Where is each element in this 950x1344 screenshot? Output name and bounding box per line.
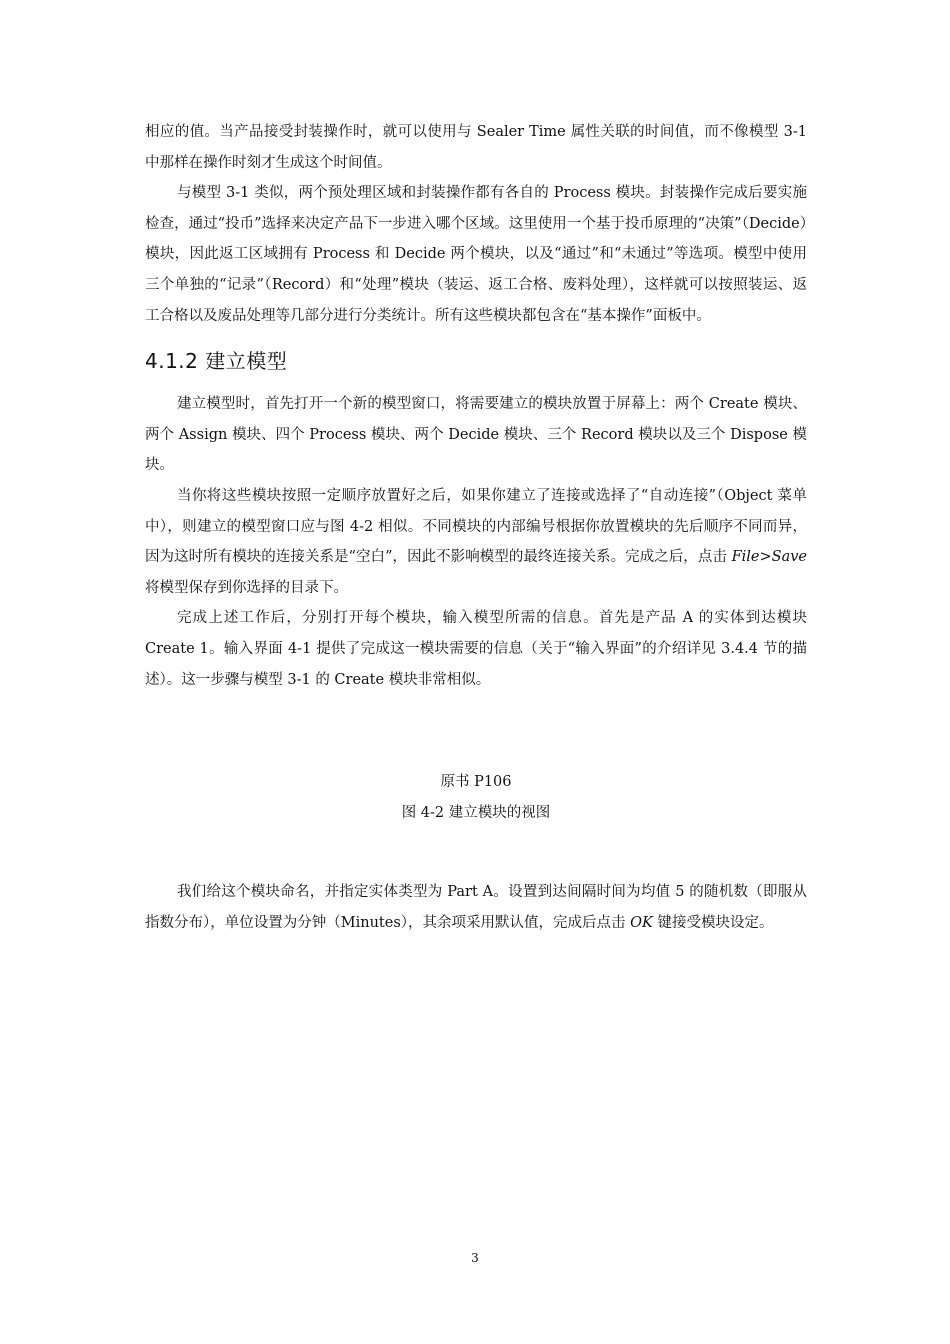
paragraph-continuation: 相应的值。当产品接受封装操作时，就可以使用与 Sealer Time 属性关联的时间值，而不像模型 3-1 中那样在操作时刻才生成这个时间值。	[145, 124, 807, 171]
menu-path-file-save: File>Save	[731, 549, 807, 566]
ok-key-text: OK	[630, 914, 653, 931]
section-heading: 4.1.2 建立模型	[145, 349, 288, 374]
figure-caption: 图 4-2 建立模块的视图	[401, 805, 551, 822]
paragraph-process-modules: 与模型 3-1 类似，两个预处理区域和封装操作都有各自的 Process 模块。封装操作完成后要实施检查，通过“投币”选择来决定产品下一步进入哪个区域。这里使用一个基于投币原理的“决策”（Decide）模块，因此返工区域拥有 Process 和 Decide 两个模块，以及“通过”和“未通过”等选项。模型中使用三个单独的“记录”（Record）和“处理”模块（装运、返工合格、废料处理），这样就可以按照装运、返工合格以及废品处理等几部分进行分类统计。所有这些模块都包含在“基本操作”面板中。	[145, 185, 807, 324]
page-number: 3	[471, 1251, 479, 1265]
paragraph-text: 当你将这些模块按照一定顺序放置好之后，如果你建立了连接或选择了“自动连接”（Object 菜单中），则建立的模型窗口应与图 4-2 相似。不同模块的内部编号根据你放置模块的先后顺序不同而异，因为这时所有模块的连接关系是“空白”，因此不影响模型的最终连接关系。完成之后，点击	[145, 487, 807, 566]
figure-source-ref: 原书 P106	[440, 774, 512, 791]
paragraph-text: 将模型保存到你选择的目录下。	[145, 579, 348, 596]
paragraph-text: 我们给这个模块命名，并指定实体类型为 Part A。设置到达间隔时间为均值 5 的随机数（即服从指数分布），单位设置为分钟（Minutes），其余项采用默认值，完成后点击	[145, 884, 807, 931]
paragraph-module-settings	[145, 877, 807, 938]
paragraph-text: 键接受模块设定。	[652, 914, 774, 931]
paragraph-build-model: 建立模型时，首先打开一个新的模型窗口，将需要建立的模块放置于屏幕上：两个 Create 模块、两个 Assign 模块、四个 Process 模块、两个 Decide 模块、三个 Record 模块以及三个 Dispose 模块。	[145, 396, 807, 474]
figure-caption-block	[145, 767, 807, 829]
document-page	[145, 117, 807, 938]
paragraph-open-modules: 完成上述工作后，分别打开每个模块，输入模型所需的信息。首先是产品 A 的实体到达模块 Create 1。输入界面 4-1 提供了完成这一模块需要的信息（关于“输入界面”的介绍详见 3.4.4 节的描述）。这一步骤与模型 3-1 的 Create 模块非常相似。	[145, 610, 807, 688]
paragraph-connect-modules	[145, 481, 807, 603]
